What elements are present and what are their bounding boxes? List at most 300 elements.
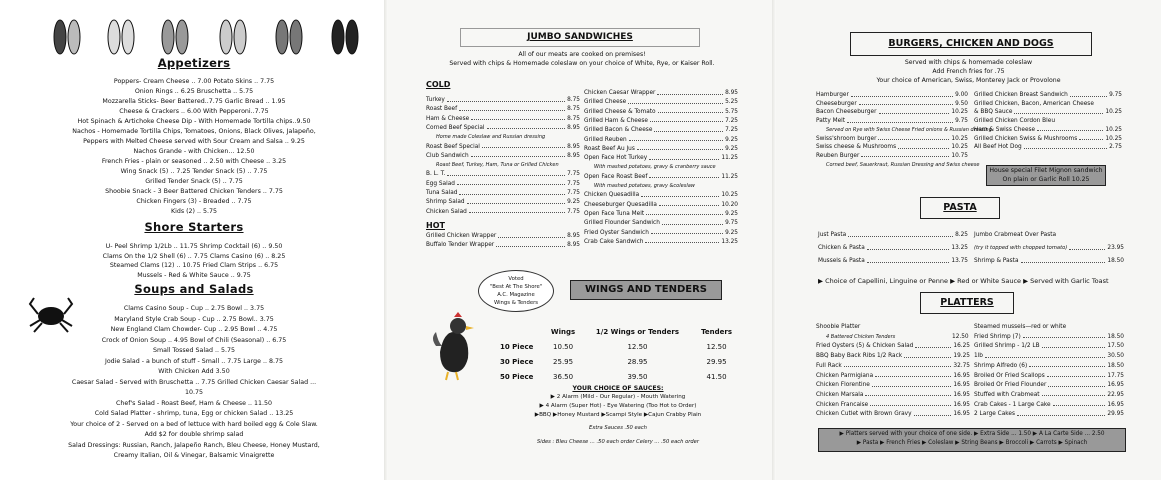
sandwich-item-name: B. L. T. (426, 171, 446, 178)
burger-item (816, 118, 968, 124)
platter-item (816, 353, 970, 359)
soup-salad-item: Creamy Italian, Oil & Vinegar, Balsamic Vinaigrette (113, 452, 275, 459)
rooster-icon (430, 312, 478, 382)
burger-item-leader (861, 153, 949, 158)
sandwich-item-leader (650, 118, 723, 123)
sandwich-item (584, 146, 738, 152)
platter-item-name: Chicken Francaise (816, 401, 869, 408)
hot-label: HOT (426, 221, 445, 230)
pasta-price: 13.75 (951, 258, 968, 264)
sauce-item: ▶ 4 Alarm (Super Hot) - Eye Watering (Too Hot to Order) (539, 403, 697, 409)
platter-item-leader (865, 392, 951, 397)
chicken-item (974, 127, 1122, 133)
pasta-leader (1021, 258, 1106, 263)
chicken-item (974, 136, 1122, 142)
platter-item (816, 324, 970, 330)
sandwich-item-name: Roast Beef Special (426, 143, 480, 150)
chicken-item-name: Grilled Chicken Swiss & Mushrooms (974, 135, 1078, 142)
platter-item-leader (985, 353, 1105, 358)
menu-panel-left (0, 0, 388, 480)
platter-item-price: 16.95 (953, 382, 970, 389)
pasta-leader (1058, 232, 1122, 237)
platter-item (974, 324, 1124, 330)
platter-item-name: Chicken Cutlet with Brown Gravy (816, 411, 912, 418)
pasta-price: 18.50 (1107, 258, 1124, 264)
sandwich-item-price: 8.95 (567, 143, 580, 150)
sandwich-item-price: 9.25 (725, 210, 738, 217)
wings-cell: 25.95 (553, 357, 574, 366)
sandwich-item-name: Egg Salad (426, 180, 455, 187)
burger-item-price: 10.75 (951, 152, 968, 159)
sandwich-item (426, 97, 580, 103)
sandwich-item (584, 192, 738, 198)
wings-cell: 10 Piece (500, 342, 534, 351)
soup-salad-item: Clams Casino Soup - Cup .. 2.75 Bowl .. 3.75 (123, 305, 265, 312)
chicken-item-name: Grilled Chicken, Bacon, American Cheese (974, 100, 1094, 107)
pasta-name: (try it topped with chopped tomato) (974, 245, 1068, 251)
wings-cell: 12.50 (706, 342, 727, 351)
wings-cell: 12.50 (627, 342, 648, 351)
chicken-item-price: 2.75 (1109, 144, 1122, 151)
sandwich-item-leader (628, 99, 723, 104)
platter-item-price: 12.50 (952, 333, 969, 340)
sandwich-item-leader (447, 171, 565, 176)
sandwich-item (426, 171, 580, 177)
soups-salads-title: Soups and Salads (134, 282, 254, 296)
sandwich-item-name: Roast Beef (426, 106, 458, 113)
platter-item (974, 353, 1124, 359)
soup-salad-item: Maryland Style Crab Soup - Cup .. 2.75 Bowl.. 3.75 (114, 315, 274, 323)
soup-salad-item: Jodie Salad - a bunch of stuff - Small .. 7.75 Large .. 8.75 (104, 357, 284, 365)
platter-item-leader (1068, 324, 1122, 329)
sandwich-item-price: 9.25 (725, 145, 738, 152)
platter-item (974, 334, 1124, 340)
appetizer-item: Mozzarella Sticks- Beer Battered..7.75 Garlic Bread .. 1.95 (102, 98, 286, 105)
sandwich-subtitle-1: All of our meats are cooked on premises! (518, 51, 646, 58)
platter-item (816, 343, 970, 349)
platter-item-name: Shrimp Alfredo (6) (974, 362, 1028, 369)
platter-item-price: 17.75 (1107, 372, 1124, 379)
sandwich-item-name: Crab Cake Sandwich (584, 238, 644, 245)
sandwich-item-name: Chicken Salad (426, 208, 467, 215)
wings-cell: 36.50 (553, 372, 574, 381)
platter-item-price: 16.25 (953, 343, 970, 350)
platter-item-price: 22.95 (1107, 391, 1124, 398)
sandwich-item (426, 116, 580, 122)
platter-item-price: 19.25 (953, 353, 970, 360)
soup-salad-item: Caesar Salad - Served with Bruschetta .. 7.75 Grilled Chicken Caesar Salad ... (71, 378, 317, 386)
sandwich-item (426, 199, 580, 205)
hot-sandwich-item-leader (498, 233, 565, 238)
wings-cell: 30 Piece (500, 357, 534, 366)
burger-item (816, 153, 968, 159)
pasta-item (818, 258, 968, 264)
shore-item: U- Peel Shrimp 1/2Lb .. 11.75 Shrimp Cocktail (6) .. 9.50 (105, 243, 283, 250)
sandwich-item-price: 7.75 (567, 180, 580, 187)
platter-item-leader (1042, 392, 1106, 397)
sandwich-item-name: Cheeseburger Quesadilla (584, 201, 657, 208)
burger-subtitle: Add French fries for .75 (932, 68, 1005, 75)
sauce-item: ▶BBQ ▶Honey Mustard ▶Scampi Style ▶Cajun Crabby Plain (534, 412, 702, 418)
platter-item-name: Crab Cakes - 1 Large Cake (974, 401, 1051, 408)
platter-item-leader (1029, 363, 1105, 368)
burger-item-name: Reuben Burger (816, 152, 860, 159)
soup-salad-item: With Chicken Add 3.50 (158, 368, 230, 375)
platter-item (974, 411, 1124, 417)
sauce-item: ▶ 2 Alarm (Mild - Our Regular) - Mouth Watering (550, 394, 686, 400)
chicken-item-name: All Beef Hot Dog (974, 144, 1022, 151)
platter-item-price: 29.95 (1107, 411, 1124, 418)
platter-item (816, 402, 970, 408)
sandwich-item-price: 8.75 (567, 106, 580, 113)
wings-col-header (500, 324, 546, 339)
burger-subtitle: Served with chips & homemade coleslaw (904, 59, 1033, 66)
chicken-item-name: Grilled Chicken Cordon Bleu (974, 118, 1055, 125)
platter-item-name: Full Rack (816, 362, 842, 369)
pasta-leader (867, 245, 950, 250)
appetizer-item: Shoobie Snack - 3 Beer Battered Chicken Tenders .. 7.75 (105, 188, 283, 195)
jumbo-sandwiches-title: JUMBO SANDWICHES (460, 28, 700, 47)
platter-item-price: 16.95 (953, 391, 970, 398)
sandwich-item (426, 181, 580, 187)
sandwich-item-leader (657, 90, 723, 95)
platter-item-leader (1023, 334, 1106, 339)
platter-sides-box: ▶ Platters served with your choice of one side. ▶ Extra Side ... 1.50 ▶ A La Carte Side ... 2.50 ▶ Pasta ▶ French Fries ▶ Coleslaw ▶ String Beans ▶ Broccoli ▶ Carrots ▶ Spinach (818, 428, 1126, 452)
sauce-title: YOUR CHOICE OF SAUCES: (572, 385, 664, 392)
burger-item-name: Cheeseburger (816, 100, 857, 107)
platter-item-leader (1017, 411, 1105, 416)
platter-item-name: Chicken Florentine (816, 382, 870, 389)
platter-item-name: Fried Oysters (5) & Chicken Salad (816, 343, 914, 350)
extra-sauces: Extra Sauces .50 each (589, 425, 647, 431)
platter-item-leader (914, 411, 952, 416)
sandwich-item-leader (646, 211, 723, 216)
sandwich-item-name: Club Sandwich (426, 152, 469, 159)
platter-item (816, 363, 970, 369)
pasta-name: Mussels & Pasta (818, 258, 865, 264)
soup-salad-item: 10.75 (184, 389, 204, 396)
platter-item-name: Chicken Parmigiana (816, 372, 874, 379)
sandwich-item (584, 127, 738, 133)
sandwich-item-leader (659, 202, 719, 207)
sandwich-item-name: Open Face Hot Turkey (584, 155, 648, 162)
sandwich-item-leader (471, 116, 565, 121)
sandwich-item-price: 10.20 (721, 201, 738, 208)
sandwich-item-leader (649, 155, 719, 160)
sandwich-item-name: Roast Beef Au Jus (584, 145, 635, 152)
sandwich-item-name: Open Face Tuna Melt (584, 210, 645, 217)
chicken-item-name: Grilled Chicken Breast Sandwich (974, 92, 1068, 98)
hot-sandwich-item-leader (496, 242, 565, 247)
soup-salad-item: Cold Salad Platter - shrimp, tuna, Egg or chicken Salad .. 13.25 (94, 410, 294, 417)
platter-item-price: 17.50 (1107, 343, 1124, 350)
platters-title: PLATTERS (920, 292, 1014, 314)
sandwich-item-name: Grilled Cheese & Tomato (584, 108, 656, 115)
sandwich-item-price: 8.75 (567, 115, 580, 122)
sandwich-item-name: Grilled Reuben (584, 136, 627, 143)
sandwich-item-name: Tuna Salad (426, 190, 458, 196)
sandwich-item-price: 10.25 (721, 192, 738, 199)
platter-item-leader (872, 382, 952, 387)
sandwich-item (426, 190, 580, 196)
chicken-item-leader (1096, 101, 1120, 106)
sandwich-item (426, 144, 580, 150)
sandwich-item (426, 106, 580, 112)
sandwich-item-leader (447, 97, 565, 102)
shore-item: Steamed Clams (12) .. 10.75 Fried Clam Strips .. 6.75 (109, 262, 279, 269)
chicken-item-leader (1079, 136, 1103, 141)
sandwich-item (584, 118, 738, 124)
sandwich-item-name: Fried Oyster Sandwich (584, 229, 649, 236)
burger-item-leader (859, 101, 953, 106)
sandwich-item-price: 7.75 (567, 208, 580, 215)
platter-item-leader (1047, 373, 1106, 378)
burger-item (816, 144, 968, 150)
wings-row (500, 339, 738, 354)
sandwich-item-price: 11.25 (721, 155, 738, 162)
sandwich-item-note: With mashed potatoes, gravy & cranberry sauce (594, 164, 716, 171)
wings-cell: 29.95 (706, 357, 727, 366)
soup-salad-item: New England Clam Chowder- Cup .. 2.95 Bowl .. 4.75 (110, 326, 278, 333)
menu-panel-right (776, 0, 1161, 480)
pasta-item (974, 245, 1124, 251)
sandwich-item-leader (654, 127, 723, 132)
bubble-line: "Best At The Shore" (489, 284, 543, 290)
sandwich-item-price: 5.75 (725, 108, 738, 115)
wings-row (500, 354, 738, 369)
burger-item-price: 9.00 (955, 92, 968, 98)
sandwich-item-price: 13.25 (721, 238, 738, 245)
pasta-item (818, 232, 968, 238)
sandwich-item-leader (469, 209, 565, 214)
pasta-name: Chicken & Pasta (818, 245, 865, 251)
wings-col-header: Wings (550, 327, 576, 336)
sandwich-item-leader (641, 192, 719, 197)
pasta-item (974, 258, 1124, 264)
sandwich-item-price: 7.75 (567, 171, 580, 178)
hot-sandwich-item (426, 233, 580, 239)
bubble-line: A.C. Magazine (497, 292, 535, 298)
burger-item-price: 10.25 (951, 144, 968, 151)
pasta-item (818, 245, 968, 251)
appetizers-title: Appetizers (157, 56, 231, 70)
chicken-item (974, 101, 1122, 107)
burger-item-name: Patty Melt (816, 118, 846, 125)
sandwich-item-leader (629, 137, 723, 142)
sandwich-item (584, 90, 738, 96)
sandwich-item-price: 8.95 (567, 152, 580, 159)
platter-item (974, 392, 1124, 398)
hot-sandwich-item (426, 242, 580, 248)
pasta-name: Shrimp & Pasta (974, 258, 1019, 264)
sandwich-item-leader (649, 174, 719, 179)
appetizer-item: Nachos - Homemade Tortilla Chips, Tomatoes, Onions, Black Olives, Jalapeño, (72, 128, 316, 135)
burger-item-price: 10.25 (951, 135, 968, 142)
burger-item-note: Served on Rye with Swiss Cheese Fried onions & Russian dressing (826, 126, 992, 133)
sandwich-item-leader (457, 181, 565, 186)
sandwich-item (584, 137, 738, 143)
sandwich-item-name: Grilled Flounder Sandwich (584, 220, 660, 227)
wings-col-header: Tenders (701, 327, 733, 336)
pasta-leader (867, 258, 950, 263)
wings-cell: 10.50 (553, 342, 574, 351)
soup-salad-item: Your choice of 2 - Served on a bed of lettuce with hard boiled egg & Cole Slaw. (70, 420, 318, 428)
appetizer-item: Cheese & Crackers .. 6.00 With Pepperoni..7.75 (119, 108, 269, 115)
platter-item-name: 2 Large Cakes (974, 411, 1016, 418)
platter-item-leader (844, 363, 952, 368)
platter-item-leader (904, 353, 951, 358)
sandwich-item (584, 99, 738, 105)
platter-item-name: 1lb (974, 353, 983, 360)
sandwich-item-name: Corned Beef Special (426, 124, 485, 131)
sandwich-item-price: 8.95 (567, 124, 580, 131)
sandwich-item-price: 8.95 (725, 90, 738, 96)
sandwich-subtitle-2: Served with chips & Homemade coleslaw on your choice of White, Rye, or Kaiser Roll. (449, 60, 715, 67)
platter-item-leader (915, 343, 951, 348)
burger-item (816, 136, 968, 142)
chicken-item-leader (1037, 127, 1103, 132)
crab-icon (26, 290, 76, 340)
burger-item-leader (851, 92, 953, 97)
platter-item-name: Chicken Marsala (816, 391, 864, 398)
chicken-item (974, 92, 1122, 98)
sandwich-item (584, 202, 738, 208)
burger-item-leader (879, 109, 950, 114)
appetizer-item: Kids (2) .. 5.75 (170, 208, 218, 215)
appetizer-item: Poppers- Cream Cheese .. 7.00 Potato Skins .. 7.75 (113, 78, 275, 85)
platter-item-note: 4 Battered Chicken Tenders (826, 333, 896, 340)
chicken-item-price: 10.25 (1105, 135, 1122, 142)
burger-item (816, 109, 968, 115)
menu-panel-middle (388, 0, 776, 480)
sandwich-item (584, 220, 738, 226)
platter-item-leader (1042, 343, 1106, 348)
shore-item: Clams On the 1/2 Shell (6) .. 7.75 Clams Casino (6) .. 8.25 (102, 252, 286, 260)
sandwich-item-price: 9.25 (725, 229, 738, 236)
sandwich-item-name: Grilled Ham & Cheese (584, 117, 649, 124)
pasta-item (974, 232, 1124, 238)
platter-item-name: Broiled Or Fried Scallops (974, 372, 1045, 379)
platter-item (974, 382, 1124, 388)
sandwich-item-price: 5.25 (725, 99, 738, 106)
sandwich-item-note: Home made Coleslaw and Russian dressing (436, 134, 546, 141)
sandwich-item-leader (651, 230, 723, 235)
sandwich-item (584, 230, 738, 236)
pasta-price: 13.25 (951, 245, 968, 251)
sandwich-item-name: Chicken Caesar Wrapper (584, 90, 656, 96)
wings-cell: 41.50 (706, 372, 727, 381)
platter-item-price: 16.95 (953, 372, 970, 379)
sandwich-item-price: 9.25 (567, 199, 580, 206)
cold-label: COLD (426, 80, 451, 89)
chicken-item (974, 118, 1122, 124)
appetizer-item: Grilled Tender Snack (5) .. 7.75 (145, 178, 243, 185)
hot-sandwich-item-price: 8.95 (567, 233, 580, 239)
chicken-item-name: Ham & Swiss Cheese (974, 126, 1036, 133)
platter-item-leader (862, 324, 968, 329)
appetizer-item: Hot Spinach & Artichoke Cheese Dip - With Homemade Tortilla chips..9.50 (77, 118, 311, 125)
platter-item-price: 16.95 (1107, 401, 1124, 408)
shore-item: Mussels - Red & White Sauce .. 9.75 (137, 271, 251, 279)
platter-item-name: Broiled Or Fried Flounder (974, 382, 1047, 389)
appetizer-item: Wing Snack (5) .. 7.25 Tender Snack (5) .. 7.75 (120, 168, 268, 175)
platter-item-leader (875, 373, 951, 378)
burger-item-price: 10.25 (951, 109, 968, 116)
chicken-item (974, 109, 1122, 115)
chicken-item-leader (1070, 92, 1107, 97)
chicken-item-leader (1014, 109, 1103, 114)
sandwich-item-leader (459, 106, 565, 111)
sandwich-item-name: Shrimp Salad (426, 199, 465, 206)
sandwich-item-note: Roast Beef, Turkey, Ham, Tuna or Grilled Chicken (436, 162, 559, 169)
platter-item-price: 16.95 (953, 401, 970, 408)
pasta-note: ▶ Choice of Capellini, Linguine or Penne ▶ Red or White Sauce ▶ Served with Garlic Toast (818, 277, 1109, 285)
pasta-price: 23.95 (1107, 245, 1124, 251)
sides-line: Sides : Bleu Cheese ... .50 each order Celery ... .50 each order (536, 439, 700, 445)
pasta-name: Jumbo Crabmeat Over Pasta (974, 232, 1057, 238)
platter-item-price: 16.95 (1107, 382, 1124, 389)
appetizer-item: Chicken Fingers (3) - Breaded .. 7.75 (136, 198, 252, 205)
pasta-leader (848, 232, 953, 237)
chicken-item-price: 9.75 (1109, 92, 1122, 98)
flip-flops-icon (50, 17, 360, 57)
platter-item-name: BBQ Baby Back Ribs 1/2 Rack (816, 353, 903, 360)
sandwich-item-name: Turkey (426, 97, 445, 103)
wings-title: WINGS AND TENDERS (570, 280, 722, 300)
chicken-item (974, 144, 1122, 150)
sandwich-item (584, 155, 738, 161)
bubble-line: Wings & Tenders (493, 300, 539, 306)
platter-item (816, 373, 970, 379)
sandwich-item-leader (471, 153, 565, 158)
sandwich-item-leader (482, 144, 565, 149)
platter-item-name: Grilled Shrimp - 1/2 LB (974, 343, 1040, 350)
burger-item-name: Hamburger (816, 92, 849, 98)
sandwich-item-price: 8.75 (567, 97, 580, 103)
platter-item-name: Steamed mussels—red or white (974, 324, 1067, 330)
burger-item-price: 9.50 (955, 100, 968, 107)
burgers-title: BURGERS, CHICKEN AND DOGS (850, 32, 1092, 56)
platter-item (974, 343, 1124, 349)
sandwich-item (426, 153, 580, 159)
appetizer-item: Peppers with Melted Cheese served with Sour Cream and Salsa .. 9.25 (83, 138, 305, 145)
burger-subtitle: Your choice of American, Swiss, Monterey Jack or Provolone (876, 77, 1061, 84)
filet-box: House special Filet Mignon sandwich On plain or Garlic Roll 10.25 (986, 165, 1106, 186)
platter-item-name: Shoobie Platter (816, 324, 861, 330)
platter-item (974, 363, 1124, 369)
platter-item-name: Fried Shrimp (7) (974, 333, 1021, 340)
burger-item-name: Bacon Cheeseburger (816, 109, 877, 116)
sandwich-item-leader (487, 125, 566, 130)
sandwich-item-leader (658, 109, 724, 114)
chicken-item-price: 10.25 (1105, 109, 1122, 116)
sandwich-item-name: Chicken Quesadilla (584, 192, 640, 199)
wings-cell: 39.50 (627, 372, 648, 381)
chicken-item-leader (1057, 118, 1120, 123)
shore-starters-title: Shore Starters (144, 220, 244, 234)
platter-item (816, 411, 970, 417)
platter-item (974, 402, 1124, 408)
burger-item-note: Corned beef, Sauerkraut, Russian Dressing and Swiss cheese (826, 161, 980, 168)
sandwich-item (426, 125, 580, 131)
sandwich-item-leader (459, 190, 565, 195)
sandwich-item-name: Ham & Cheese (426, 115, 470, 122)
appetizer-item: French Fries - plain or seasoned .. 2.50 with Cheese .. 3.25 (101, 158, 287, 165)
soup-salad-item: Salad Dressings: Russian, Ranch, Jalapeño Ranch, Bleu Cheese, Honey Mustard, (68, 441, 320, 449)
burger-item (816, 92, 968, 98)
platter-item-price: 18.50 (1107, 362, 1124, 369)
burger-item-leader (878, 136, 949, 141)
